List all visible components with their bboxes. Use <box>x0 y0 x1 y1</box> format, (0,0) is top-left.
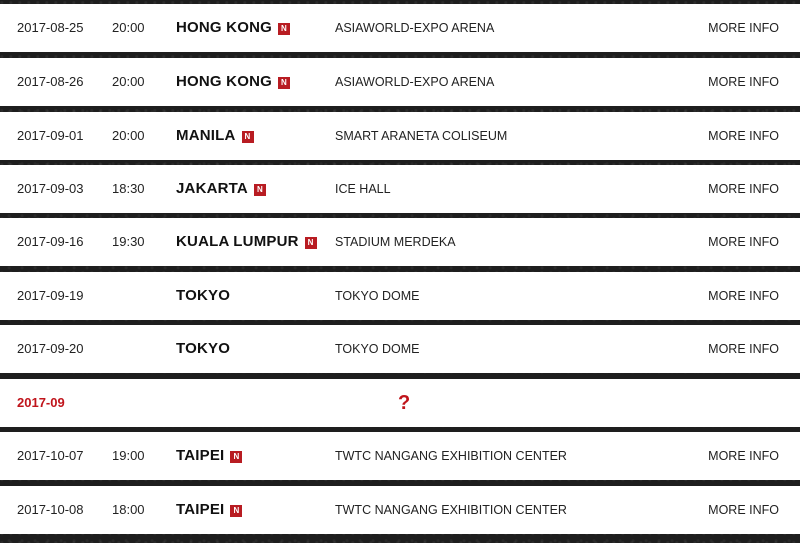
new-badge-icon: N <box>278 23 290 35</box>
more-info-link[interactable]: MORE INFO <box>708 21 779 35</box>
tba-row <box>0 379 800 427</box>
more-info-link[interactable]: MORE INFO <box>708 75 779 89</box>
tour-row <box>0 325 800 373</box>
more-info-link[interactable]: MORE INFO <box>708 503 779 517</box>
show-time: 20:00 <box>112 128 145 143</box>
question-mark-icon: ? <box>398 392 411 414</box>
show-date: 2017-09-16 <box>17 234 84 249</box>
show-time: 18:00 <box>112 502 145 517</box>
show-date: 2017-10-07 <box>17 448 84 463</box>
show-city <box>176 112 254 160</box>
show-time: 19:30 <box>112 234 145 249</box>
show-city <box>176 58 290 106</box>
tour-row <box>0 112 800 160</box>
show-time: 19:00 <box>112 448 145 463</box>
show-city <box>176 486 242 534</box>
show-venue: STADIUM MERDEKA <box>335 235 456 249</box>
new-badge-icon: N <box>305 237 317 249</box>
new-badge-icon: N <box>230 505 242 517</box>
tour-row <box>0 432 800 480</box>
show-time: 20:00 <box>112 74 145 89</box>
new-badge-icon: N <box>254 184 266 196</box>
show-city <box>176 325 230 373</box>
tour-row <box>0 165 800 213</box>
show-date: 2017-09-19 <box>17 288 84 303</box>
show-date: 2017-09-20 <box>17 341 84 356</box>
show-venue: TWTC NANGANG EXHIBITION CENTER <box>335 449 567 463</box>
tour-row <box>0 218 800 266</box>
show-date: 2017-10-08 <box>17 502 84 517</box>
city-name: TAIPEI <box>176 501 225 518</box>
more-info-link[interactable]: MORE INFO <box>708 289 779 303</box>
city-name: TOKYO <box>176 287 231 304</box>
tour-row <box>0 272 800 320</box>
new-badge-icon: N <box>230 451 242 463</box>
tour-row <box>0 486 800 534</box>
more-info-link[interactable]: MORE INFO <box>708 342 779 356</box>
show-city <box>176 165 266 213</box>
show-date: 2017-09-03 <box>17 181 84 196</box>
more-info-link[interactable]: MORE INFO <box>708 129 779 143</box>
show-time: 18:30 <box>112 181 145 196</box>
tour-row <box>0 4 800 52</box>
show-venue: TWTC NANGANG EXHIBITION CENTER <box>335 503 567 517</box>
city-name: JAKARTA <box>176 180 248 197</box>
city-name: HONG KONG <box>176 19 272 36</box>
tba-date: 2017-09 <box>17 395 65 410</box>
city-name: MANILA <box>176 127 236 144</box>
tour-row <box>0 58 800 106</box>
show-city <box>176 218 317 266</box>
show-city <box>176 4 290 52</box>
city-name: HONG KONG <box>176 73 272 90</box>
show-venue: ASIAWORLD-EXPO ARENA <box>335 21 495 35</box>
new-badge-icon: N <box>242 131 254 143</box>
city-name: TAIPEI <box>176 447 225 464</box>
new-badge-icon: N <box>278 77 290 89</box>
more-info-link[interactable]: MORE INFO <box>708 235 779 249</box>
show-time: 20:00 <box>112 20 145 35</box>
show-venue: ICE HALL <box>335 182 391 196</box>
more-info-link[interactable]: MORE INFO <box>708 449 779 463</box>
city-name: KUALA LUMPUR <box>176 233 299 250</box>
more-info-link[interactable]: MORE INFO <box>708 182 779 196</box>
show-venue: TOKYO DOME <box>335 289 420 303</box>
show-date: 2017-09-01 <box>17 128 84 143</box>
show-venue: ASIAWORLD-EXPO ARENA <box>335 75 495 89</box>
show-city <box>176 272 230 320</box>
show-venue: TOKYO DOME <box>335 342 420 356</box>
show-date: 2017-08-26 <box>17 74 84 89</box>
city-name: TOKYO <box>176 340 231 357</box>
show-city <box>176 432 242 480</box>
show-venue: SMART ARANETA COLISEUM <box>335 129 508 143</box>
show-date: 2017-08-25 <box>17 20 84 35</box>
